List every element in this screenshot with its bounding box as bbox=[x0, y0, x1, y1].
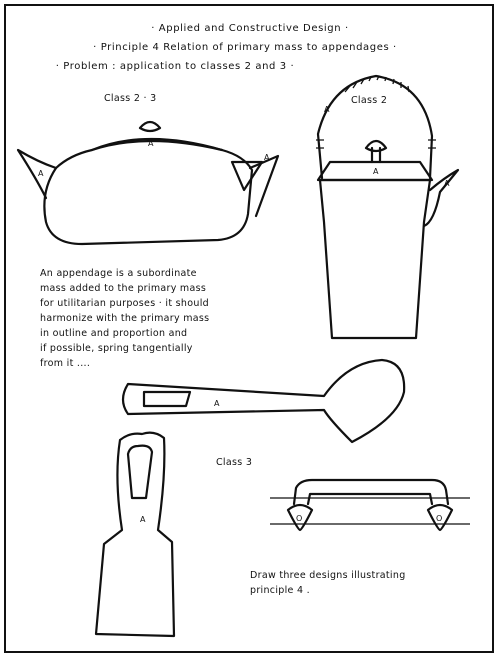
teapot-body bbox=[44, 139, 252, 244]
instruction-line: principle 4 . bbox=[250, 585, 310, 596]
description-line: harmonize with the primary mass bbox=[40, 313, 210, 324]
header-problem: · Problem : application to classes 2 and 3 · bbox=[55, 61, 295, 72]
scoop-outline bbox=[96, 433, 174, 636]
class-2-3-label: Class 2 · 3 bbox=[104, 93, 157, 104]
lid-mark-a: A bbox=[373, 167, 379, 176]
teapot-handle-inner bbox=[232, 162, 262, 190]
server-handle-slot bbox=[144, 392, 190, 406]
description-line: mass added to the primary mass bbox=[40, 283, 207, 294]
teapot-knob bbox=[140, 122, 160, 131]
left-ring-mark: O bbox=[296, 514, 303, 523]
description-line: for utilitarian purposes · it should bbox=[40, 298, 209, 309]
description-line: An appendage is a subordinate bbox=[40, 268, 197, 279]
bail-mark-a: A bbox=[324, 105, 330, 114]
pail-knob bbox=[366, 141, 386, 151]
server-mark-a: A bbox=[214, 399, 220, 408]
teapot-spout bbox=[18, 150, 56, 198]
header-title: · Applied and Constructive Design · bbox=[151, 23, 349, 34]
description-text bbox=[40, 268, 209, 369]
scoop-drawing bbox=[96, 433, 174, 636]
scoop-mark-a: A bbox=[140, 515, 146, 524]
class-2-label: Class 2 bbox=[351, 95, 388, 106]
pull-handle-bar bbox=[294, 480, 448, 504]
instruction-line: Draw three designs illustrating bbox=[250, 570, 406, 581]
description-line: in outline and proportion and bbox=[40, 328, 188, 339]
drawer-pull-drawing bbox=[270, 480, 470, 530]
handle-mark-a: A bbox=[264, 153, 270, 162]
pail-spout-mark-a: A bbox=[444, 179, 450, 188]
scoop-handle-slot bbox=[128, 446, 152, 498]
description-line: from it .... bbox=[40, 358, 91, 369]
pull-handle-inner bbox=[308, 494, 432, 504]
description-line: if possible, spring tangentially bbox=[40, 343, 193, 354]
pail-drawing bbox=[316, 76, 458, 338]
pail-body bbox=[320, 180, 430, 338]
server-outline bbox=[123, 360, 404, 442]
teapot-drawing bbox=[18, 122, 278, 244]
teapot-mark-a: A bbox=[148, 139, 154, 148]
spout-mark-a: A bbox=[38, 169, 44, 178]
class-3-label: Class 3 bbox=[216, 457, 253, 468]
teapot-handle-outer bbox=[250, 156, 278, 216]
server-drawing bbox=[123, 360, 404, 442]
header-principle: · Principle 4 Relation of primary mass to appendages · bbox=[93, 42, 397, 53]
right-ring-mark: O bbox=[436, 514, 443, 523]
teapot-lid-line bbox=[92, 141, 222, 150]
